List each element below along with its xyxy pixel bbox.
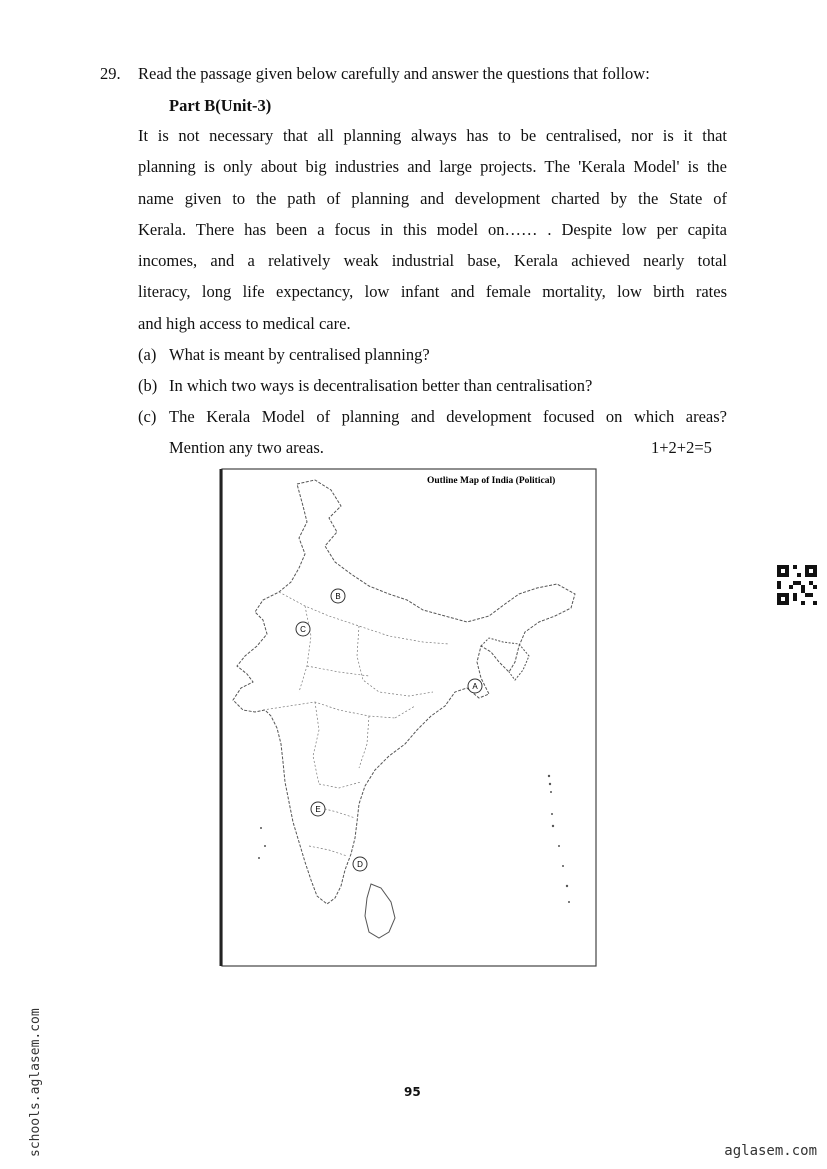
question-number: 29. bbox=[100, 64, 121, 83]
marker-e-label: E bbox=[315, 805, 321, 814]
marker-a-label: A bbox=[472, 682, 478, 691]
marks: 1+2+2=5 bbox=[651, 438, 712, 457]
state-boundaries bbox=[263, 592, 449, 856]
india-outline-map bbox=[219, 466, 599, 969]
page-number: 95 bbox=[404, 1085, 421, 1099]
northeast-outline bbox=[481, 638, 529, 680]
sub-question-a-label: (a) bbox=[138, 345, 157, 364]
passage-line: incomes, and a relatively weak industrial base, Kerala achieved nearly total bbox=[138, 251, 727, 271]
passage-line: literacy, long life expectancy, low infant and female mortality, low birth rates bbox=[138, 282, 727, 302]
map-border bbox=[222, 469, 596, 966]
sub-question-b-text: In which two ways is decentralisation better than centralisation? bbox=[169, 376, 593, 395]
sub-question-c-text: The Kerala Model of planning and development focused on which areas? bbox=[169, 407, 727, 426]
qr-code-icon bbox=[777, 565, 817, 605]
passage bbox=[138, 120, 727, 339]
marker-b bbox=[331, 589, 345, 603]
passage-line: It is not necessary that all planning always has to be centralised, nor is it that bbox=[138, 126, 727, 145]
marker-c bbox=[296, 622, 310, 636]
islands bbox=[258, 775, 570, 903]
marker-d bbox=[353, 857, 367, 871]
passage-line: Kerala. There has been a focus in this model on…… . Despite low per capita bbox=[138, 219, 727, 239]
footer-watermark: aglasem.com bbox=[724, 1143, 817, 1159]
sub-question-b-label: (b) bbox=[138, 376, 158, 395]
marker-b-label: B bbox=[335, 592, 341, 601]
marker-e bbox=[311, 802, 325, 816]
passage-line: and high access to medical care. bbox=[138, 313, 351, 333]
marker-a bbox=[468, 679, 482, 693]
part-heading: Part B(Unit-3) bbox=[169, 96, 272, 115]
question-instruction: Read the passage given below carefully and answer the questions that follow: bbox=[138, 64, 650, 83]
sub-question-c-continuation: Mention any two areas. bbox=[169, 438, 324, 457]
passage-line: planning is only about big industries and large projects. The 'Kerala Model' is the bbox=[138, 157, 727, 177]
side-watermark: schools.aglasem.com bbox=[28, 1008, 43, 1157]
map-title: Outline Map of India (Political) bbox=[427, 476, 556, 486]
passage-line: name given to the path of planning and development charted by the State of bbox=[138, 188, 727, 208]
marker-c-label: C bbox=[300, 625, 306, 634]
sub-question-c-label: (c) bbox=[138, 407, 157, 426]
india-outline bbox=[233, 480, 575, 904]
sri-lanka-outline bbox=[365, 884, 395, 938]
map-svg bbox=[219, 466, 599, 969]
sub-question-a-text: What is meant by centralised planning? bbox=[169, 345, 430, 364]
marker-d-label: D bbox=[357, 860, 363, 869]
